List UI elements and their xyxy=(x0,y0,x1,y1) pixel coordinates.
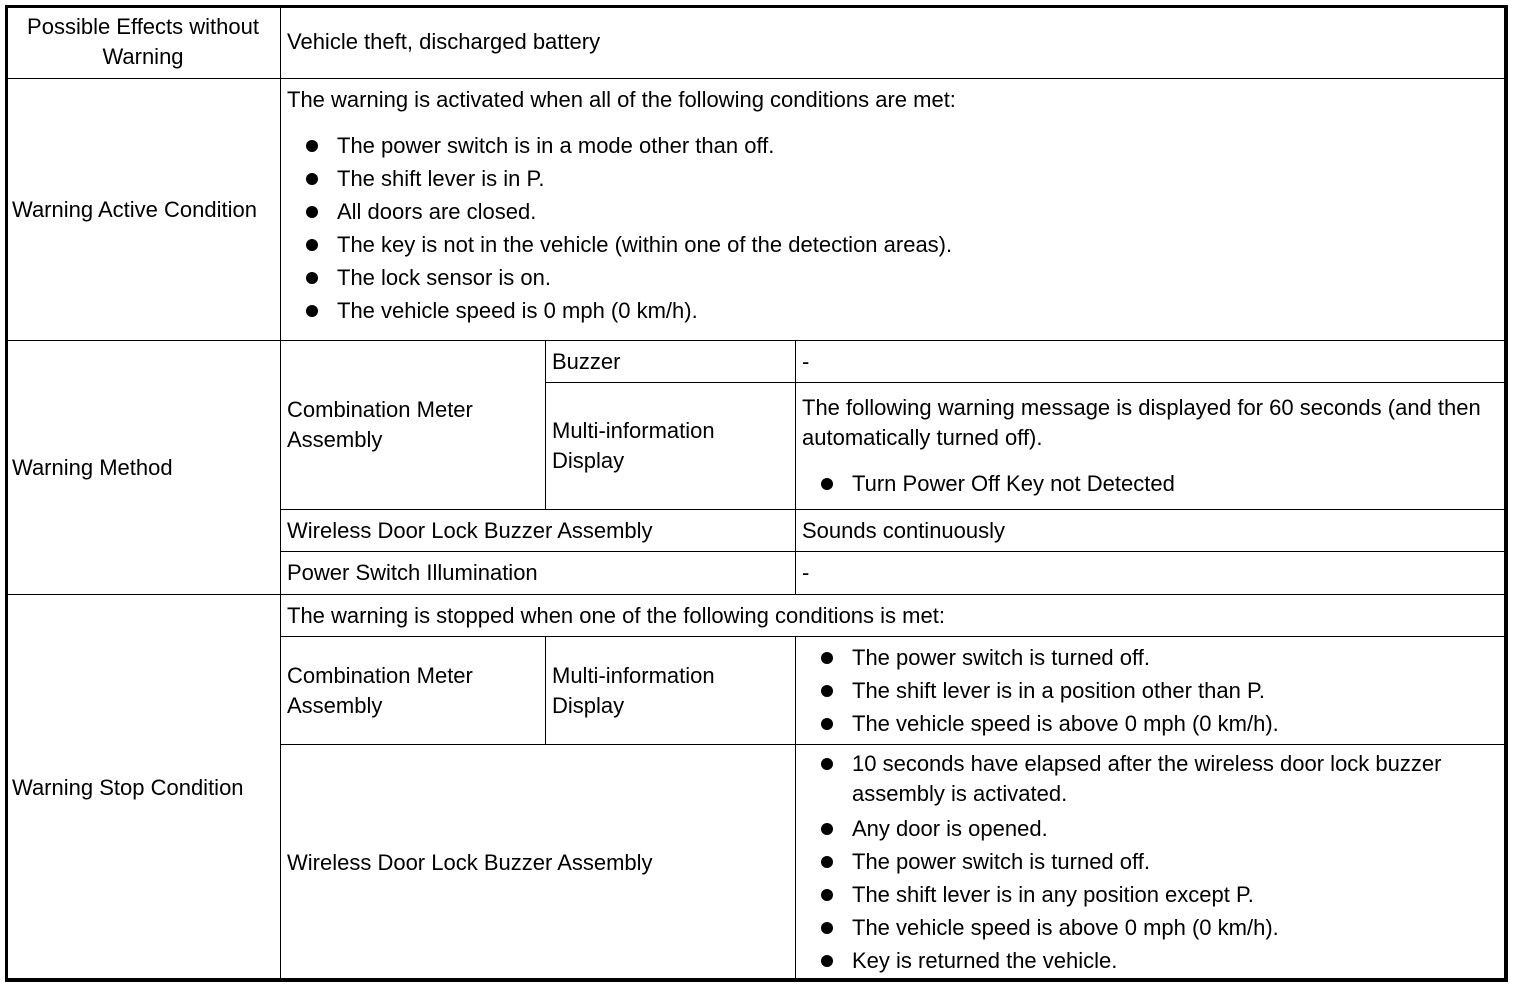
bullet-icon xyxy=(306,173,318,185)
list-item: The vehicle speed is 0 mph (0 km/h). xyxy=(287,294,1501,327)
method-label: Warning Method xyxy=(6,341,281,595)
bullet-icon xyxy=(306,206,318,218)
stop-mid-label: Multi-information Display xyxy=(546,637,796,745)
method-mid-text: The following warning message is displayed for 60 seconds (and then automatically turned off). xyxy=(802,394,1481,450)
method-wireless-label: Wireless Door Lock Buzzer Assembly xyxy=(281,510,796,552)
method-mid-list xyxy=(802,467,1501,500)
method-wireless-value: Sounds continuously xyxy=(796,510,1508,552)
stop-mid-cell xyxy=(796,637,1508,745)
method-buzzer-label: Buzzer xyxy=(546,341,796,383)
list-item: The power switch is turned off. xyxy=(802,641,1501,674)
bullet-icon xyxy=(821,889,833,901)
list-item: All doors are closed. xyxy=(287,195,1501,228)
bullet-icon xyxy=(306,305,318,317)
stop-mid-list xyxy=(802,641,1501,740)
stop-intro-row xyxy=(6,595,1508,637)
method-meter-label: Combination Meter Assembly xyxy=(281,341,546,510)
bullet-icon xyxy=(821,652,833,664)
list-item: Any door is opened. xyxy=(802,812,1501,845)
bullet-icon xyxy=(821,758,833,770)
bullet-icon xyxy=(821,955,833,967)
list-item: The vehicle speed is above 0 mph (0 km/h). xyxy=(802,707,1501,740)
method-mid-cell xyxy=(796,383,1508,510)
bullet-icon xyxy=(821,922,833,934)
bullet-icon xyxy=(821,823,833,835)
list-item: The lock sensor is on. xyxy=(287,261,1501,294)
method-illum-value: - xyxy=(796,552,1508,595)
stop-wireless-label: Wireless Door Lock Buzzer Assembly xyxy=(281,745,796,982)
bullet-icon xyxy=(306,272,318,284)
method-buzzer-row xyxy=(6,341,1508,383)
list-item: The shift lever is in P. xyxy=(287,162,1501,195)
bullet-icon xyxy=(821,856,833,868)
stop-intro: The warning is stopped when one of the following conditions is met: xyxy=(281,595,1508,637)
bullet-icon xyxy=(306,140,318,152)
list-item: Key is returned the vehicle. xyxy=(802,944,1501,977)
bullet-icon xyxy=(306,239,318,251)
stop-meter-label: Combination Meter Assembly xyxy=(281,637,546,745)
list-item: The vehicle speed is above 0 mph (0 km/h). xyxy=(802,911,1501,944)
list-item: The key is not in the vehicle (within one of the detection areas). xyxy=(287,228,1501,261)
list-item: The power switch is turned off. xyxy=(802,845,1501,878)
active-row xyxy=(6,79,1508,341)
active-intro: The warning is activated when all of the following conditions are met: xyxy=(287,87,956,112)
list-item: The shift lever is in a position other than P. xyxy=(802,674,1501,707)
list-item: The shift lever is in any position except P. xyxy=(802,878,1501,911)
effects-row xyxy=(6,6,1508,79)
method-mid-label: Multi-information Display xyxy=(546,383,796,510)
list-item: 10 seconds have elapsed after the wireless door lock buzzer assembly is activated. xyxy=(802,749,1501,809)
method-illum-label: Power Switch Illumination xyxy=(281,552,796,595)
bullet-icon xyxy=(821,685,833,697)
active-label: Warning Active Condition xyxy=(6,79,281,341)
active-cell xyxy=(281,79,1508,341)
bullet-icon xyxy=(821,478,833,490)
stop-wireless-cell xyxy=(796,745,1508,982)
bullet-icon xyxy=(821,718,833,730)
effects-value: Vehicle theft, discharged battery xyxy=(281,6,1508,79)
warning-spec-table xyxy=(5,5,1508,982)
stop-wireless-list xyxy=(802,749,1501,977)
stop-label: Warning Stop Condition xyxy=(6,595,281,982)
active-conditions-list xyxy=(287,129,1501,327)
effects-label: Possible Effects without Warning xyxy=(6,6,281,79)
list-item: Turn Power Off Key not Detected xyxy=(802,467,1501,500)
warning-spec-table-frame xyxy=(5,5,1507,981)
method-buzzer-value: - xyxy=(796,341,1508,383)
list-item: The power switch is in a mode other than off. xyxy=(287,129,1501,162)
